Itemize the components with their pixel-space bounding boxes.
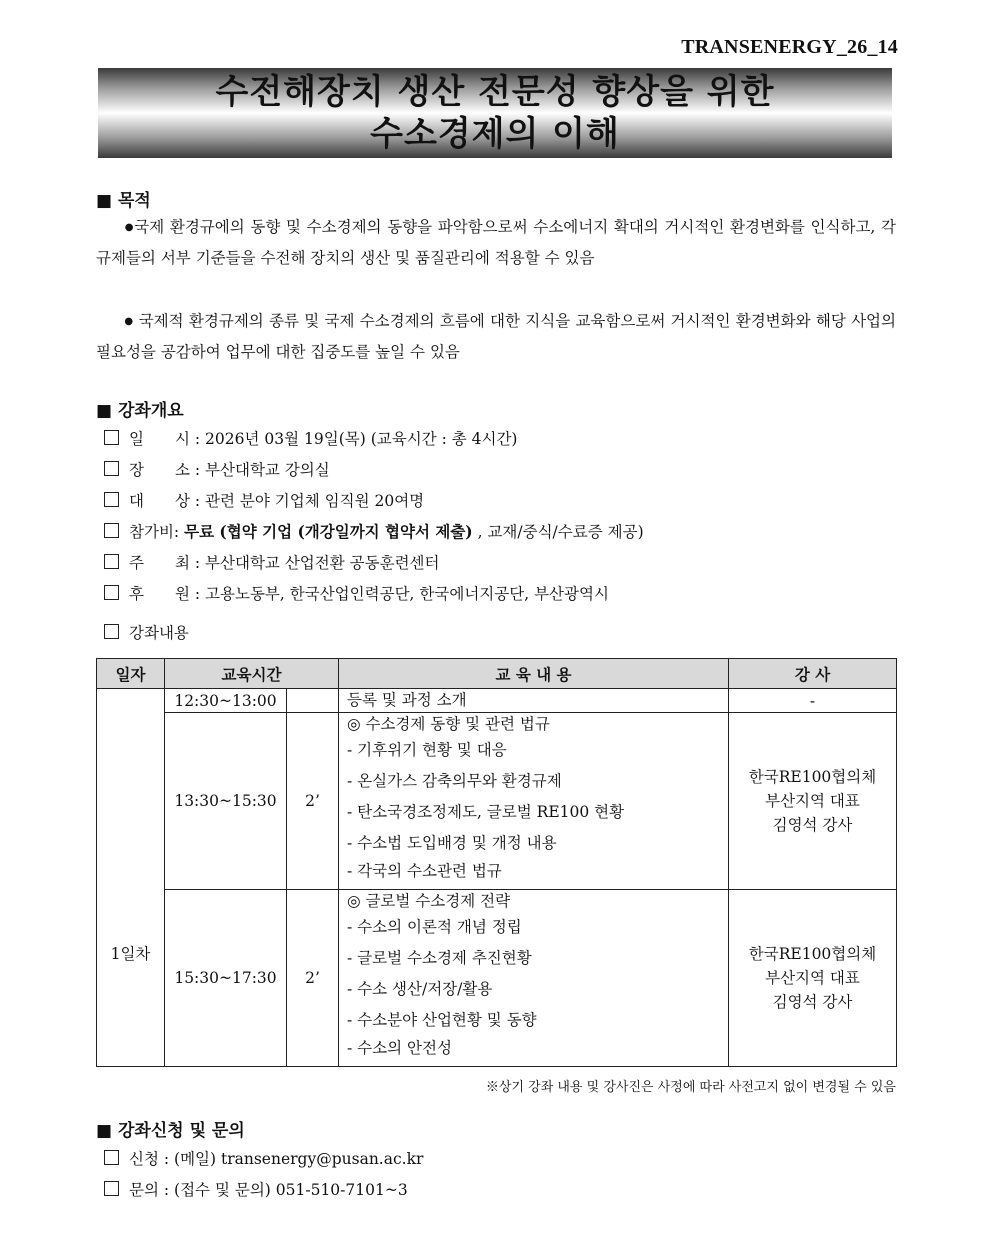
- lecturer-name: 김영석 강사: [772, 993, 853, 1011]
- document-code: TRANSENERGY_26_14: [681, 36, 898, 58]
- info-row-sponsor: [104, 582, 609, 604]
- info-row-date: [104, 427, 517, 449]
- title-line-2: 수소경제의 이해: [370, 114, 620, 154]
- overview-heading: ■ 강좌개요: [96, 401, 184, 421]
- lecturer-cell: -: [729, 689, 897, 713]
- purpose-heading: ■ 목적: [96, 191, 151, 211]
- checkbox-icon: [104, 430, 119, 445]
- purpose-item-1: [96, 212, 896, 274]
- content-cell: [339, 890, 729, 1067]
- bullet-icon: ●: [124, 316, 134, 327]
- purpose-item-1-text: 국제 환경규에의 동향 및 수소경제의 동향을 파악함으로써 수소에너지 확대의 거시적인 환경변화를 인식하고, 각 규제들의 서부 기준들을 수전해 장치의 생산 및 품질관리에 적용할 수 있음: [96, 218, 897, 267]
- apply-row: [104, 1147, 423, 1169]
- title-banner: [98, 68, 892, 158]
- content-line: ◎ 글로벌 수소경제 전략: [347, 892, 511, 910]
- info-value: : 부산대학교 산업전환 공동훈련센터: [194, 554, 440, 572]
- info-label: 참가비:: [129, 523, 180, 541]
- info-row-fee: [104, 520, 644, 542]
- hours-cell: [287, 689, 339, 713]
- content-line: ◎ 수소경제 동향 및 관련 법규: [347, 715, 550, 733]
- checkbox-icon: [104, 1150, 119, 1165]
- checkbox-icon: [104, 492, 119, 507]
- info-label: 후 원: [129, 585, 190, 603]
- hours-cell: 2’: [287, 713, 339, 890]
- hours-cell: 2’: [287, 890, 339, 1067]
- content-line: - 온실가스 감축의무와 환경규제: [347, 772, 562, 790]
- apply-text: 신청 : (메일) transenergy@pusan.ac.kr: [129, 1150, 424, 1168]
- info-label: 대 상: [129, 492, 190, 510]
- checkbox-icon: [104, 554, 119, 569]
- info-row-place: [104, 458, 330, 480]
- lecturer-cell: [729, 890, 897, 1067]
- lecturer-cell: [729, 713, 897, 890]
- info-value: : 고용노동부, 한국산업인력공단, 한국에너지공단, 부산광역시: [194, 585, 609, 603]
- fee-value-rest: , 교재/중식/수료증 제공): [477, 523, 644, 541]
- content-line: - 각국의 수소관련 법규: [347, 862, 502, 880]
- purpose-item-2: [96, 306, 896, 368]
- info-row-target: [104, 489, 424, 511]
- lecturer-role: 부산지역 대표: [765, 969, 860, 987]
- time-cell: 13:30~15:30: [165, 713, 287, 890]
- info-value: : 관련 분야 기업체 임직원 20여명: [194, 492, 425, 510]
- header-time: 교육시간: [165, 659, 339, 689]
- header-content: 교 육 내 용: [339, 659, 729, 689]
- lecturer-org: 한국RE100협의체: [748, 945, 877, 963]
- time-cell: 15:30~17:30: [165, 890, 287, 1067]
- checkbox-icon: [104, 585, 119, 600]
- bullet-icon: ●: [124, 222, 135, 233]
- table-header-row: [97, 659, 897, 689]
- content-line: - 탄소국경조정제도, 글로벌 RE100 현황: [347, 803, 625, 821]
- contact-row: [104, 1178, 408, 1200]
- info-row-host: [104, 551, 440, 573]
- header-day: 일자: [97, 659, 165, 689]
- title-line-1: 수전해장치 생산 전문성 향상을 위한: [215, 72, 775, 112]
- fee-value-bold: 무료 (협약 기업 (개강일까지 협약서 제출): [184, 522, 473, 541]
- schedule-table: [96, 658, 897, 1067]
- lecturer-name: 김영석 강사: [772, 816, 853, 834]
- info-label: 일 시: [129, 430, 190, 448]
- checkbox-icon: [104, 523, 119, 538]
- info-value: : 부산대학교 강의실: [194, 461, 330, 479]
- schedule-note: ※상기 강좌 내용 및 강사진은 사정에 따라 사전고지 없이 변경될 수 있음: [485, 1080, 896, 1095]
- checkbox-icon: [104, 624, 119, 639]
- time-cell: 12:30~13:00: [165, 689, 287, 713]
- content-line: - 수소의 안전성: [347, 1039, 452, 1057]
- contact-text: 문의 : (접수 및 문의) 051-510-7101~3: [129, 1181, 408, 1199]
- table-row: [97, 713, 897, 890]
- course-content-label: [104, 621, 189, 643]
- day-cell: 1일차: [97, 689, 165, 1067]
- content-line: - 수소의 이론적 개념 정립: [347, 918, 522, 936]
- content-line: - 글로벌 수소경제 추진현황: [347, 949, 532, 967]
- content-line: - 수소 생산/저장/활용: [347, 980, 493, 998]
- content-cell: 등록 및 과정 소개: [339, 689, 729, 713]
- lecturer-org: 한국RE100협의체: [748, 768, 877, 786]
- checkbox-icon: [104, 461, 119, 476]
- content-line: - 수소법 도입배경 및 개정 내용: [347, 834, 557, 852]
- header-lecturer: 강 사: [729, 659, 897, 689]
- checkbox-icon: [104, 1181, 119, 1196]
- purpose-item-2-text: 국제적 환경규제의 종류 및 국제 수소경제의 흐름에 대한 지식을 교육함으로써 거시적인 환경변화와 해당 사업의 필요성을 공감하여 업무에 대한 집중도를 높일 수 있음: [96, 312, 896, 361]
- content-cell: [339, 713, 729, 890]
- table-row: [97, 890, 897, 1067]
- content-line: - 기후위기 현황 및 대응: [347, 741, 507, 759]
- course-content-text: 강좌내용: [129, 624, 189, 642]
- info-value: : 2026년 03월 19일(목) (교육시간 : 총 4시간): [194, 430, 518, 448]
- content-line: - 수소분야 산업현황 및 동향: [347, 1011, 537, 1029]
- table-row: [97, 689, 897, 713]
- apply-heading: ■ 강좌신청 및 문의: [96, 1121, 245, 1141]
- info-label: 주 최: [129, 554, 190, 572]
- lecturer-role: 부산지역 대표: [765, 792, 860, 810]
- info-label: 장 소: [129, 461, 190, 479]
